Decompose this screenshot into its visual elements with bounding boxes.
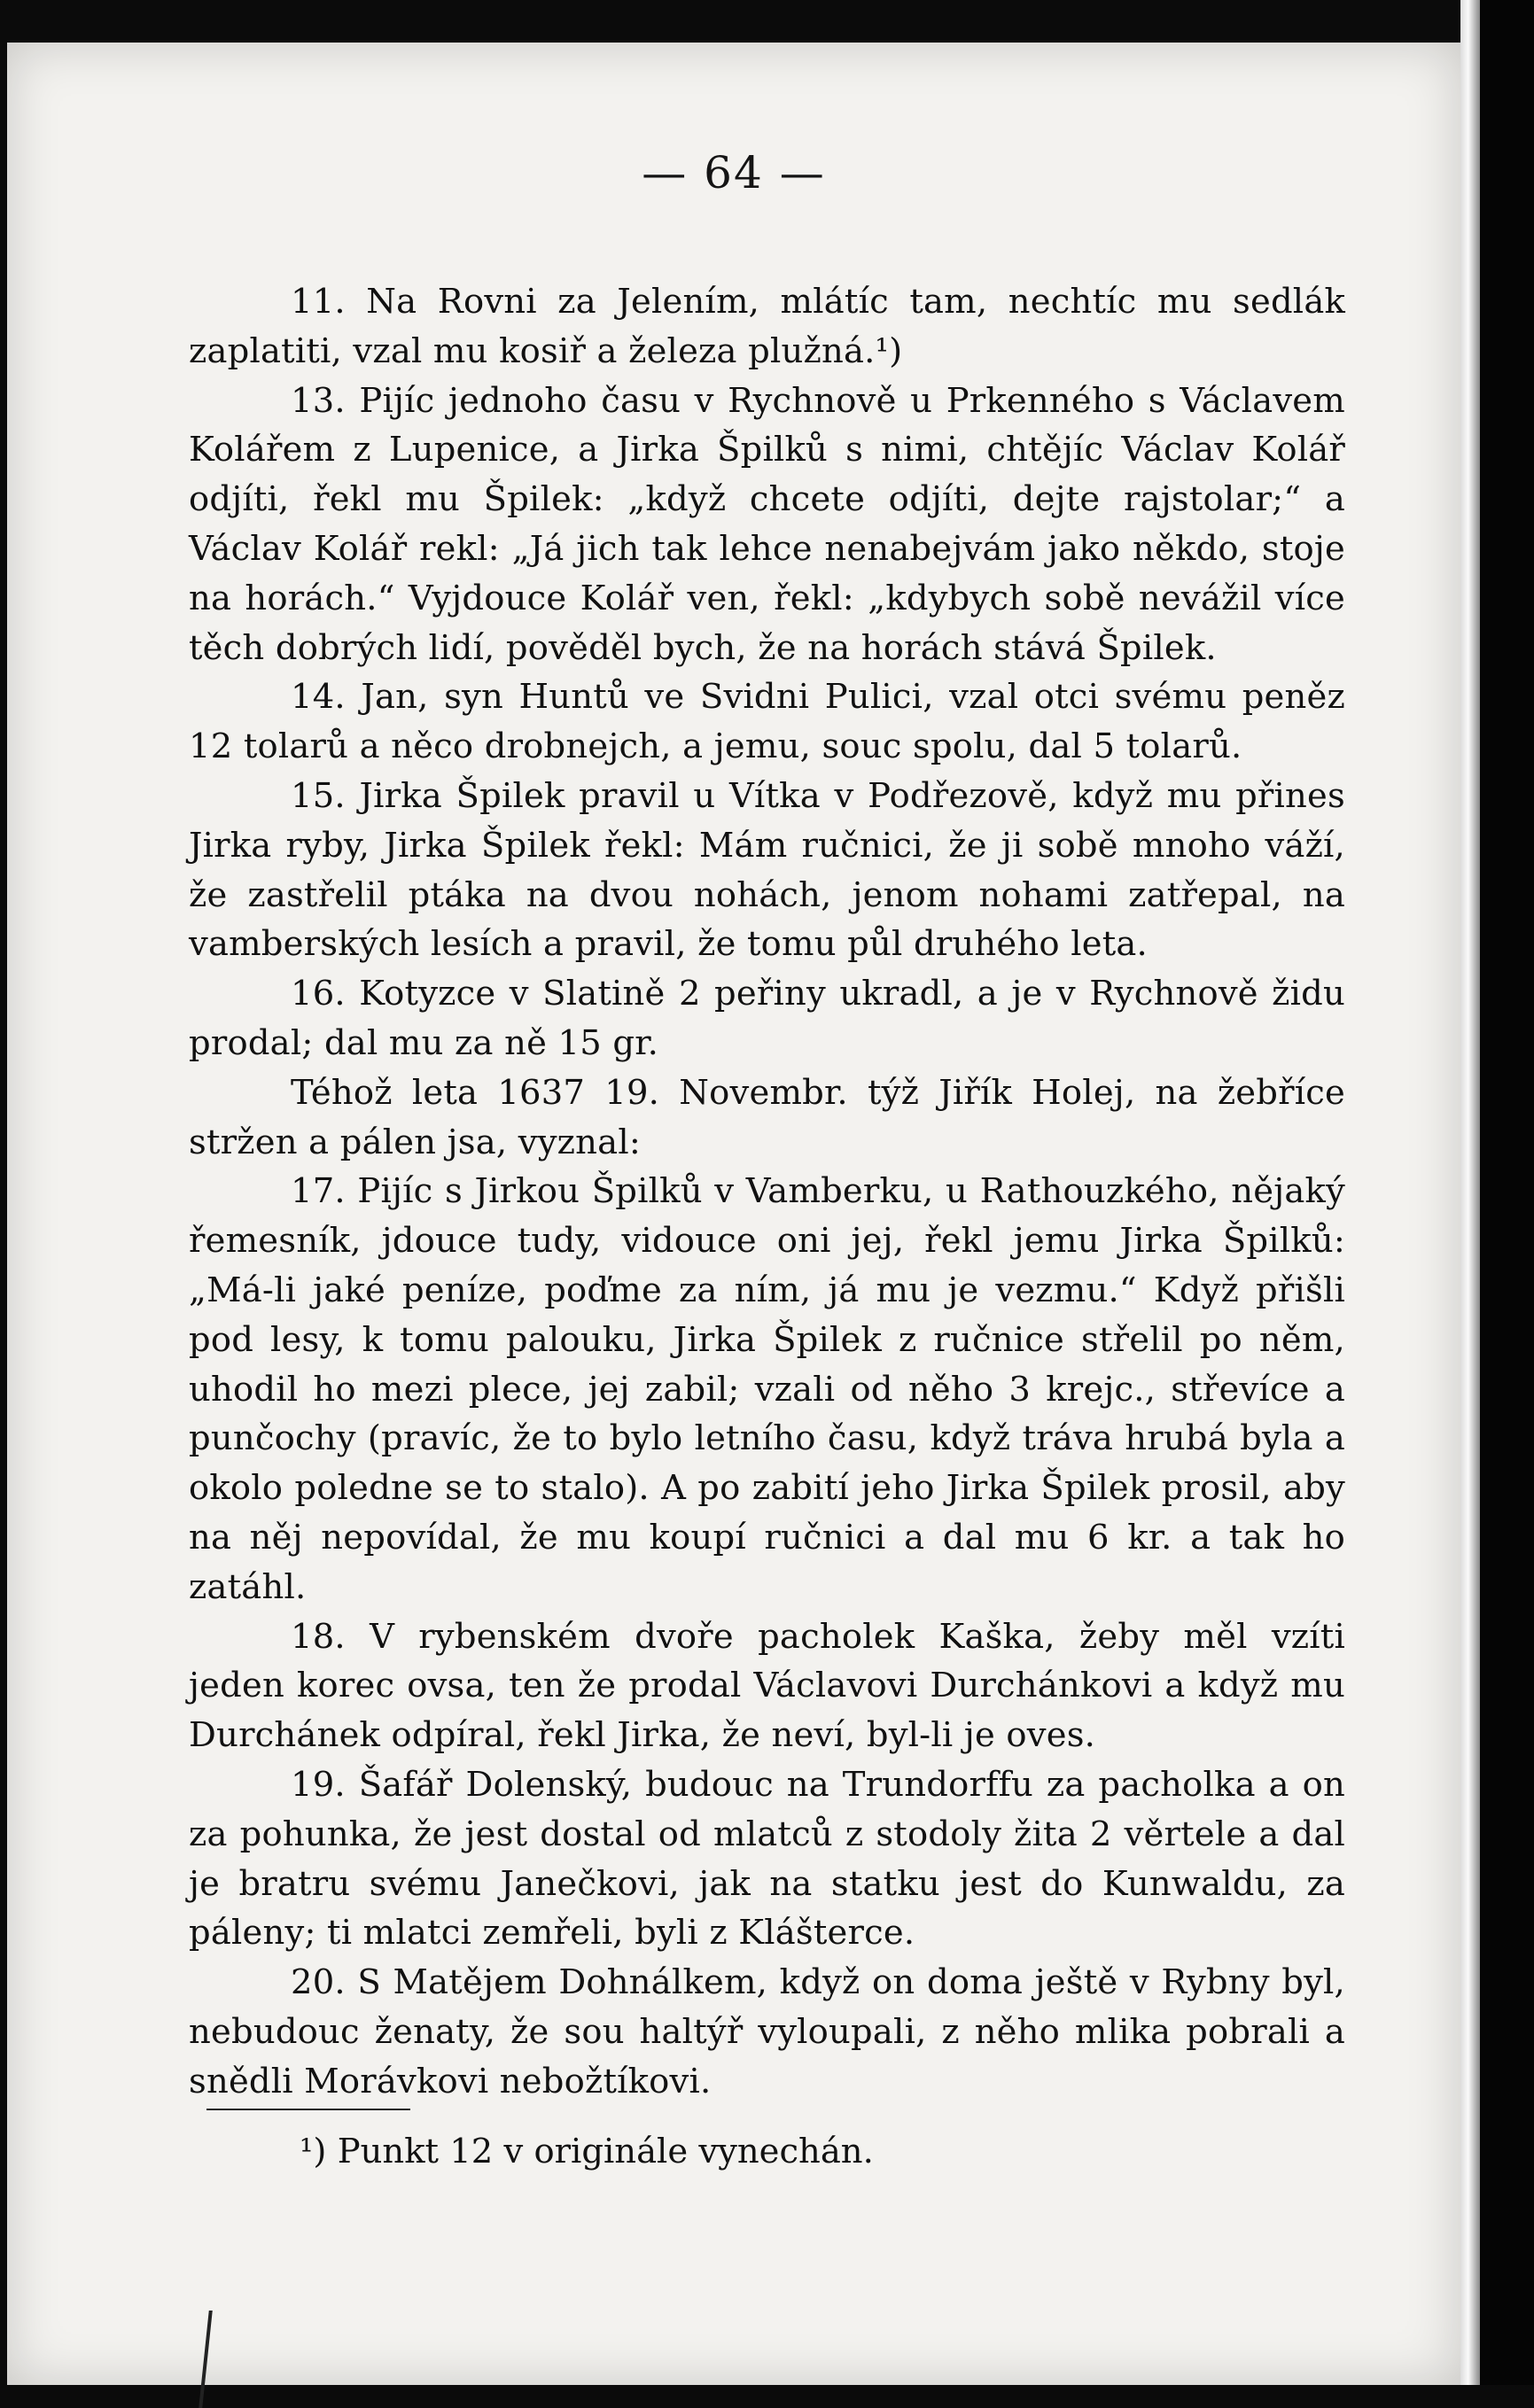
margin-pencil-mark xyxy=(199,2311,213,2408)
paragraph-16: 16. Kotyzce v Slatině 2 peřiny ukradl, a je v Rychnově židu prodal; dal mu za ně 15 gr. xyxy=(189,974,1345,1063)
paragraph-18: 18. V rybenském dvoře pacholek Kaška, žeby měl vzíti jeden korec ovsa, ten že prodal Václavovi Durchánkovi a když mu Durchánek odpíral, řekl Jirka, že neví, byl-li je oves. xyxy=(189,1616,1345,1756)
paragraph-dated-heading: Téhož leta 1637 19. Novembr. týž Jiřík Holej, na žebříce stržen a pálen jsa, vyznal: xyxy=(189,1072,1345,1162)
book-page xyxy=(7,43,1460,2385)
page-number: — 64 — xyxy=(642,147,826,198)
scan-border xyxy=(1480,0,1534,2385)
page-edge xyxy=(1460,0,1480,2385)
paragraph-11: 11. Na Rovni za Jelením, mlátíc tam, nechtíc mu sedlák zaplatiti, vzal mu kosiř a železa plužná.¹) xyxy=(189,282,1345,371)
paragraph-15: 15. Jirka Špilek pravil u Vítka v Podřezově, když mu přines Jirka ryby, Jirka Špilek řekl: Mám ručnici, že ji sobě mnoho váží, že zastřelil ptáka na dvou nohách, jenom nohami zatřepal, na vamberských lesích a pravil, že tomu půl druhého leta. xyxy=(189,775,1345,965)
paragraph-20: 20. S Matějem Dohnálkem, když on doma ještě v Rybny byl, nebudouc ženaty, že sou haltýř vyloupali, z něho mlika pobrali a snědli Morávkovi nebožtíkovi. xyxy=(189,1962,1345,2101)
footnote-divider xyxy=(206,2109,410,2110)
paragraph-14: 14. Jan, syn Huntů ve Svidni Pulici, vzal otci svému peněz 12 tolarů a něco drobnejch, a jemu, souc spolu, dal 5 tolarů. xyxy=(189,677,1345,767)
paragraph-17: 17. Pijíc s Jirkou Špilků v Vamberku, u Rathouzkého, nějaký řemesník, jdouce tudy, vidouce oni jej, řekl jemu Jirka Špilků: „Má-li jaké peníze, poďme za ním, já mu je vezmu.“ Když přišli pod lesy, k tomu palouku, Jirka Špilek z ručnice střelil po něm, uhodil ho mezi plece, jej zabil; vzali od něho 3 krejc., střevíce a punčochy (pravíc, že to bylo letního času, když tráva hrubá byla a okolo poledne se to stalo). A po zabití jeho Jirka Špilek prosil, aby na něj nepovídal, že mu koupí ručnici a dal mu 6 kr. a tak ho zatáhl. xyxy=(189,1171,1345,1607)
footnote: ¹) Punkt 12 v originále vynechán. xyxy=(300,2132,874,2171)
page-body-text xyxy=(189,277,1345,2106)
paragraph-13: 13. Pijíc jednoho času v Rychnově u Prkenného s Václavem Kolářem z Lupenice, a Jirka Špilků s nimi, chtějíc Václav Kolář odjíti, řekl mu Špilek: „když chcete odjíti, dejte rajstolar;“ a Václav Kolář rekl: „Já jich tak lehce nenabejvám jako někdo, stoje na horách.“ Vyjdouce Kolář ven, řekl: „kdybych sobě nevážil více těch dobrých lidí, pověděl bych, že na horách stává Špilek. xyxy=(189,380,1345,668)
paragraph-19: 19. Šafář Dolenský, budouc na Trundorffu za pacholka a on za pohunka, že jest dostal od mlatců z stodoly žita 2 věrtele a dal je bratru svému Janečkovi, jak na statku jest do Kunwaldu, za páleny; ti mlatci zemřeli, byli z Klášterce. xyxy=(189,1764,1345,1954)
